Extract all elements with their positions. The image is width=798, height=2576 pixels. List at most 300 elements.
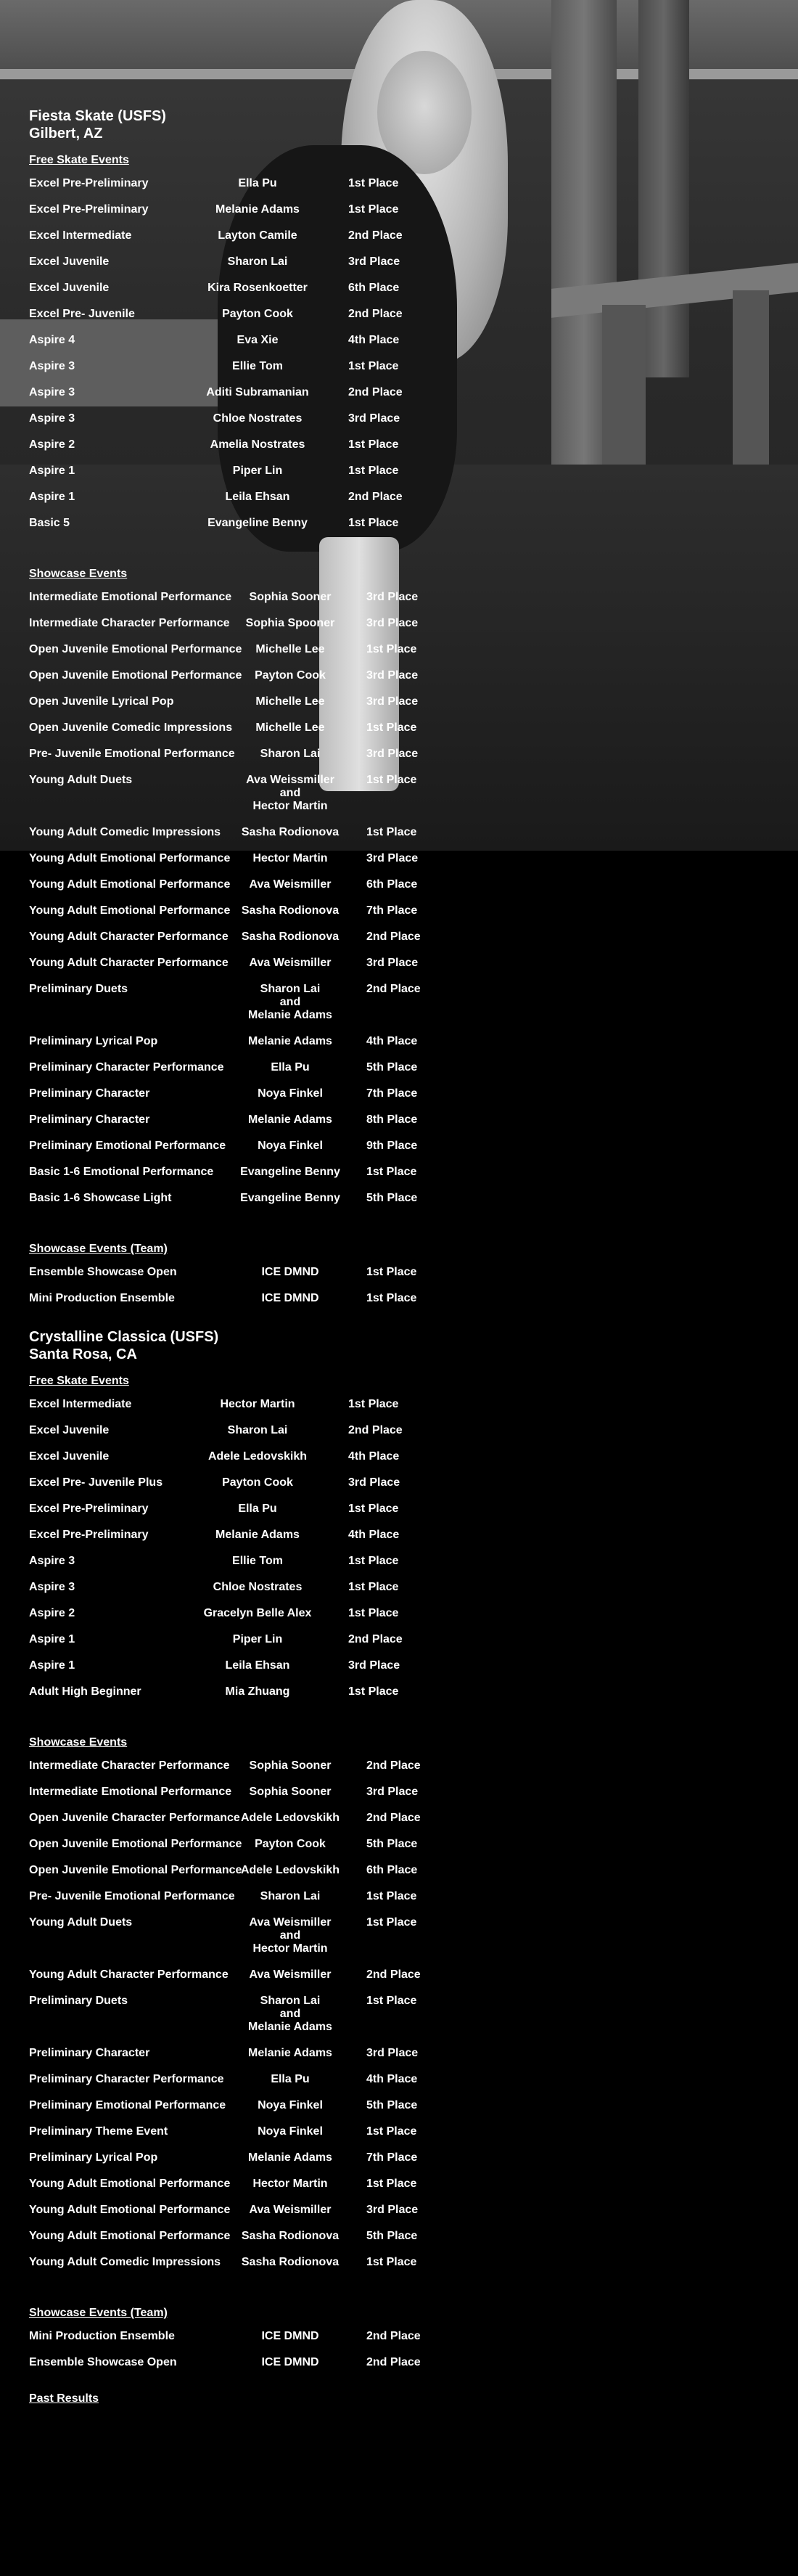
result-row — [0, 591, 798, 605]
result-row — [0, 1476, 798, 1491]
past-results-link[interactable]: Past Results — [29, 2392, 99, 2405]
skater-name — [232, 1266, 348, 1279]
skater-name-line: Ella Pu — [271, 1061, 310, 1074]
skater-name — [200, 1398, 316, 1411]
placement: 5th Place — [366, 2099, 418, 2111]
event-name: Preliminary Lyrical Pop — [29, 2151, 158, 2164]
event-name: Excel Juvenile — [29, 255, 110, 268]
result-row — [0, 1607, 798, 1622]
skater-name — [232, 1786, 348, 1799]
skater-name-line: Noya Finkel — [258, 2125, 323, 2138]
placement: 4th Place — [366, 1035, 418, 1047]
placement: 1st Place — [366, 1166, 417, 1178]
placement: 2nd Place — [348, 229, 403, 242]
placement: 1st Place — [348, 203, 399, 216]
placement: 2nd Place — [366, 1812, 421, 1824]
event-name: Young Adult Comedic Impressions — [29, 826, 221, 838]
placement: 1st Place — [348, 517, 399, 529]
result-row — [0, 2204, 798, 2218]
placement: 9th Place — [366, 1140, 418, 1152]
event-name: Young Adult Emotional Performance — [29, 904, 231, 917]
placement: 3rd Place — [366, 1786, 419, 1798]
placement: 1st Place — [366, 2256, 417, 2268]
event-name: Excel Juvenile — [29, 1424, 110, 1436]
result-row — [0, 1864, 798, 1878]
skater-name-line: Hector Martin — [220, 1398, 295, 1410]
placement: 1st Place — [348, 1555, 399, 1567]
event-name: Young Adult Emotional Performance — [29, 2178, 231, 2190]
skater-name-line: Sophia Sooner — [249, 1786, 332, 1798]
skater-name-line: Sasha Rodionova — [241, 931, 340, 943]
result-row — [0, 2125, 798, 2140]
skater-name-line: Sharon Lai — [260, 748, 321, 760]
placement: 3rd Place — [348, 255, 400, 268]
event-name: Preliminary Duets — [29, 1995, 128, 2007]
skater-name-line: Sharon Lai — [260, 1995, 321, 2007]
skater-name-line: Ava Weismiller — [249, 1968, 332, 1981]
placement: 3rd Place — [366, 748, 419, 760]
placement: 4th Place — [366, 2073, 418, 2085]
event-name: Young Adult Comedic Impressions — [29, 2256, 221, 2268]
event-name: Excel Juvenile — [29, 282, 110, 294]
result-row — [0, 177, 798, 192]
skater-name-line: Ava Weismiller — [249, 1916, 332, 1929]
event-name: Aspire 2 — [29, 1607, 75, 1619]
result-row — [0, 2230, 798, 2244]
placement: 7th Place — [366, 2151, 418, 2164]
event-name: Mini Production Ensemble — [29, 2330, 175, 2342]
placement: 4th Place — [348, 334, 400, 346]
event-name: Open Juvenile Emotional Performance — [29, 1864, 242, 1876]
event-name: Preliminary Emotional Performance — [29, 1140, 226, 1152]
result-row — [0, 412, 798, 427]
event-name: Intermediate Emotional Performance — [29, 1786, 232, 1798]
skater-name — [232, 1812, 348, 1825]
placement: 3rd Place — [366, 957, 419, 969]
event-name: Open Juvenile Emotional Performance — [29, 669, 242, 682]
event-name: Open Juvenile Lyrical Pop — [29, 695, 174, 708]
event-name: Preliminary Character — [29, 1113, 150, 1126]
skater-name-line: Ella Pu — [238, 1502, 277, 1515]
section-heading: Free Skate Events — [29, 154, 129, 166]
placement: 5th Place — [366, 1061, 418, 1074]
skater-name-line: Payton Cook — [255, 669, 326, 682]
skater-name-line: Sharon Lai — [227, 255, 288, 268]
skater-name-line: Evangeline Benny — [240, 1192, 340, 1204]
placement: 1st Place — [348, 465, 399, 477]
event-name: Intermediate Character Performance — [29, 617, 230, 629]
skater-name — [232, 1890, 348, 1903]
result-row — [0, 255, 798, 270]
skater-name-line: Melanie Adams — [215, 203, 300, 216]
skater-name-line: Adele Ledovskikh — [240, 1812, 340, 1824]
result-row — [0, 1890, 798, 1905]
skater-name-line: Michelle Lee — [255, 721, 325, 734]
result-row — [0, 282, 798, 296]
placement: 1st Place — [366, 721, 417, 734]
section-heading: Showcase Events (Team) — [29, 2307, 168, 2319]
event-name: Young Adult Character Performance — [29, 957, 229, 969]
skater-name — [232, 904, 348, 917]
skater-name — [200, 1555, 316, 1568]
event-name: Aspire 1 — [29, 1633, 75, 1645]
event-name: Preliminary Theme Event — [29, 2125, 168, 2138]
result-row — [0, 669, 798, 684]
competition-location: Santa Rosa, CA — [29, 1346, 137, 1362]
skater-name-line: and — [279, 787, 301, 799]
skater-name — [200, 1659, 316, 1672]
event-name: Pre- Juvenile Emotional Performance — [29, 748, 235, 760]
section-heading: Showcase Events — [29, 1736, 128, 1749]
skater-name-line: Aditi Subramanian — [206, 386, 309, 398]
result-row — [0, 517, 798, 531]
skater-name-line: Melanie Adams — [215, 1529, 300, 1541]
event-name: Preliminary Character Performance — [29, 2073, 224, 2085]
skater-name — [200, 282, 316, 295]
event-name: Adult High Beginner — [29, 1685, 141, 1698]
skater-name-line: Hector Martin — [252, 800, 328, 812]
event-name: Open Juvenile Comedic Impressions — [29, 721, 233, 734]
skater-name-line: Ellie Tom — [232, 360, 283, 372]
skater-name — [200, 1424, 316, 1437]
event-name: Young Adult Duets — [29, 774, 133, 786]
event-name: Aspire 4 — [29, 334, 75, 346]
skater-name-line: Melanie Adams — [248, 1009, 332, 1021]
result-row — [0, 2151, 798, 2166]
skater-name-line: and — [279, 1929, 301, 1942]
skater-name — [232, 617, 348, 630]
result-row — [0, 2356, 798, 2371]
event-name: Aspire 1 — [29, 465, 75, 477]
result-row — [0, 1812, 798, 1826]
result-row — [0, 931, 798, 945]
skater-name — [232, 695, 348, 708]
skater-name-line: Sophia Sooner — [249, 1759, 332, 1772]
placement: 1st Place — [366, 1292, 417, 1304]
skater-name — [200, 308, 316, 321]
result-row — [0, 1786, 798, 1800]
skater-name-line: Sharon Lai — [227, 1424, 288, 1436]
skater-name — [232, 1035, 348, 1048]
skater-name — [200, 1581, 316, 1594]
skater-name-line: Payton Cook — [222, 1476, 293, 1489]
placement: 2nd Place — [366, 2330, 421, 2342]
event-name: Aspire 2 — [29, 438, 75, 451]
placement: 1st Place — [348, 1607, 399, 1619]
skater-name-line: and — [279, 2008, 301, 2020]
placement: 4th Place — [348, 1450, 400, 1463]
placement: 1st Place — [348, 360, 399, 372]
skater-name-line: Gracelyn Belle Alex — [203, 1607, 312, 1619]
event-name: Intermediate Character Performance — [29, 1759, 230, 1772]
placement: 2nd Place — [348, 491, 403, 503]
skater-name-line: Payton Cook — [255, 1838, 326, 1850]
event-name: Aspire 1 — [29, 1659, 75, 1672]
skater-name-line: Sharon Lai — [260, 983, 321, 995]
skater-name-line: and — [279, 996, 301, 1008]
skater-name — [232, 2151, 348, 2164]
event-name: Excel Pre- Juvenile Plus — [29, 1476, 163, 1489]
event-name: Excel Pre- Juvenile — [29, 308, 135, 320]
skater-name — [232, 2099, 348, 2112]
section-heading: Free Skate Events — [29, 1375, 129, 1387]
event-name: Young Adult Emotional Performance — [29, 852, 231, 864]
result-row — [0, 2256, 798, 2270]
skater-name-line: Adele Ledovskikh — [207, 1450, 308, 1463]
placement: 1st Place — [348, 1398, 399, 1410]
result-row — [0, 1581, 798, 1595]
placement: 1st Place — [348, 1581, 399, 1593]
placement: 6th Place — [366, 878, 418, 891]
event-name: Young Adult Emotional Performance — [29, 878, 231, 891]
placement: 3rd Place — [348, 1476, 400, 1489]
skater-name-line: Eva Xie — [236, 334, 279, 346]
result-row — [0, 1398, 798, 1412]
placement: 1st Place — [366, 1890, 417, 1902]
result-row — [0, 438, 798, 453]
skater-name — [200, 465, 316, 478]
skater-name-line: ICE DMND — [261, 2330, 319, 2342]
skater-name — [200, 1502, 316, 1516]
placement: 2nd Place — [348, 308, 403, 320]
skater-name — [232, 669, 348, 682]
skater-name-line: Kira Rosenkoetter — [207, 282, 308, 294]
skater-name-line: Michelle Lee — [255, 695, 325, 708]
skater-name-line: ICE DMND — [261, 1292, 319, 1304]
skater-name-line: Chloe Nostrates — [213, 412, 303, 425]
skater-name — [200, 1450, 316, 1463]
skater-name — [200, 177, 316, 190]
skater-name-line: Noya Finkel — [258, 1087, 323, 1100]
skater-name — [200, 1685, 316, 1698]
skater-name-line: Piper Lin — [232, 1633, 283, 1645]
event-name: Aspire 3 — [29, 1581, 75, 1593]
result-row — [0, 1292, 798, 1307]
event-name: Young Adult Emotional Performance — [29, 2204, 231, 2216]
skater-name-line: Leila Ehsan — [225, 1659, 290, 1672]
placement: 7th Place — [366, 1087, 418, 1100]
skater-name-line: Amelia Nostrates — [210, 438, 305, 451]
skater-name — [232, 852, 348, 865]
skater-name — [232, 957, 348, 970]
event-name: Preliminary Character — [29, 2047, 150, 2059]
skater-name-line: ICE DMND — [261, 2356, 319, 2368]
result-row — [0, 1838, 798, 1852]
skater-name — [232, 2330, 348, 2343]
skater-name-line: Ella Pu — [271, 2073, 310, 2085]
event-name: Intermediate Emotional Performance — [29, 591, 232, 603]
placement: 1st Place — [366, 643, 417, 655]
event-name: Aspire 1 — [29, 491, 75, 503]
result-row — [0, 1529, 798, 1543]
skater-name — [200, 1607, 316, 1620]
skater-name — [232, 1968, 348, 1982]
section-heading: Showcase Events (Team) — [29, 1243, 168, 1255]
skater-name-line: Melanie Adams — [248, 1035, 332, 1047]
placement: 5th Place — [366, 2230, 418, 2242]
result-row — [0, 983, 798, 1021]
result-row — [0, 1916, 798, 1955]
result-row — [0, 826, 798, 841]
skater-name — [200, 255, 316, 269]
placement: 2nd Place — [366, 983, 421, 995]
skater-name-line: Michelle Lee — [255, 643, 325, 655]
result-row — [0, 1450, 798, 1465]
placement: 1st Place — [348, 438, 399, 451]
result-row — [0, 1087, 798, 1102]
skater-name — [200, 438, 316, 451]
skater-name — [232, 2073, 348, 2086]
placement: 3rd Place — [366, 669, 419, 682]
event-name: Young Adult Emotional Performance — [29, 2230, 231, 2242]
skater-name-line: Adele Ledovskikh — [240, 1864, 340, 1876]
skater-name — [232, 1140, 348, 1153]
event-name: Excel Pre-Preliminary — [29, 1529, 149, 1541]
skater-name-line: Ava Weismiller — [249, 957, 332, 969]
placement: 1st Place — [348, 1502, 399, 1515]
skater-name — [232, 826, 348, 839]
result-row — [0, 1968, 798, 1983]
placement: 1st Place — [348, 177, 399, 189]
event-name: Ensemble Showcase Open — [29, 2356, 177, 2368]
skater-name — [232, 2256, 348, 2269]
placement: 1st Place — [366, 2178, 417, 2190]
event-name: Pre- Juvenile Emotional Performance — [29, 1890, 235, 1902]
result-row — [0, 957, 798, 971]
skater-name — [232, 2125, 348, 2138]
skater-name-line: Ellie Tom — [232, 1555, 283, 1567]
placement: 2nd Place — [348, 1633, 403, 1645]
section-heading: Showcase Events — [29, 568, 128, 580]
skater-name-line: ICE DMND — [261, 1266, 319, 1278]
skater-name — [200, 412, 316, 425]
placement: 3rd Place — [366, 2047, 419, 2059]
placement: 3rd Place — [366, 617, 419, 629]
skater-name — [232, 1916, 348, 1955]
skater-name-line: Melanie Adams — [248, 1113, 332, 1126]
skater-name — [200, 1476, 316, 1489]
event-name: Excel Pre-Preliminary — [29, 177, 149, 189]
result-row — [0, 308, 798, 322]
event-name: Excel Pre-Preliminary — [29, 1502, 149, 1515]
result-row — [0, 721, 798, 736]
event-name: Young Adult Character Performance — [29, 931, 229, 943]
skater-name-line: Ella Pu — [238, 177, 277, 189]
event-name: Young Adult Duets — [29, 1916, 133, 1929]
result-row — [0, 617, 798, 631]
placement: 2nd Place — [366, 1968, 421, 1981]
result-row — [0, 1502, 798, 1517]
skater-name-line: Sophia Spooner — [245, 617, 335, 629]
result-row — [0, 229, 798, 244]
skater-name-line: Hector Martin — [252, 2178, 328, 2190]
skater-name — [232, 1292, 348, 1305]
placement: 2nd Place — [366, 1759, 421, 1772]
result-row — [0, 1633, 798, 1648]
skater-name-line: Ava Weismiller — [249, 2204, 332, 2216]
placement: 8th Place — [366, 1113, 418, 1126]
skater-name-line: Layton Camile — [218, 229, 297, 242]
placement: 1st Place — [348, 1685, 399, 1698]
skater-name — [232, 2204, 348, 2217]
result-row — [0, 852, 798, 867]
skater-name — [232, 2356, 348, 2369]
event-name: Preliminary Lyrical Pop — [29, 1035, 158, 1047]
skater-name-line: Sasha Rodionova — [241, 2230, 340, 2242]
skater-name — [232, 1864, 348, 1877]
result-row — [0, 1995, 798, 2033]
skater-name-line: Ava Weismiller — [249, 878, 332, 891]
result-row — [0, 491, 798, 505]
event-name: Aspire 3 — [29, 386, 75, 398]
competition-name: Fiesta Skate (USFS) — [29, 108, 166, 124]
placement: 1st Place — [366, 1916, 417, 1929]
placement: 1st Place — [366, 826, 417, 838]
placement: 3rd Place — [348, 412, 400, 425]
skater-name-line: Noya Finkel — [258, 2099, 323, 2111]
event-name: Aspire 3 — [29, 360, 75, 372]
skater-name — [200, 360, 316, 373]
result-row — [0, 2330, 798, 2344]
skater-name — [232, 1838, 348, 1851]
skater-name — [200, 1529, 316, 1542]
competition-location: Gilbert, AZ — [29, 126, 103, 142]
placement: 1st Place — [366, 1995, 417, 2007]
skater-name — [232, 2230, 348, 2243]
result-row — [0, 360, 798, 375]
result-row — [0, 2099, 798, 2114]
result-row — [0, 774, 798, 812]
placement: 5th Place — [366, 1192, 418, 1204]
placement: 3rd Place — [366, 591, 419, 603]
result-row — [0, 203, 798, 218]
result-row — [0, 643, 798, 658]
placement: 4th Place — [348, 1529, 400, 1541]
result-row — [0, 1266, 798, 1280]
placement: 2nd Place — [348, 1424, 403, 1436]
skater-name — [232, 748, 348, 761]
event-name: Basic 5 — [29, 517, 70, 529]
result-row — [0, 1061, 798, 1076]
skater-name-line: Sasha Rodionova — [241, 826, 340, 838]
skater-name — [232, 2178, 348, 2191]
result-row — [0, 748, 798, 762]
event-name: Open Juvenile Emotional Performance — [29, 1838, 242, 1850]
skater-name-line: Evangeline Benny — [207, 517, 308, 529]
skater-name-line: Melanie Adams — [248, 2151, 332, 2164]
skater-name — [232, 878, 348, 891]
skater-name — [200, 491, 316, 504]
skater-name-line: Hector Martin — [252, 1942, 328, 1955]
placement: 7th Place — [366, 904, 418, 917]
event-name: Excel Intermediate — [29, 229, 132, 242]
result-row — [0, 1166, 798, 1180]
event-name: Mini Production Ensemble — [29, 1292, 175, 1304]
skater-name-line: Noya Finkel — [258, 1140, 323, 1152]
skater-name — [232, 1166, 348, 1179]
skater-name-line: Leila Ehsan — [225, 491, 290, 503]
event-name: Excel Pre-Preliminary — [29, 203, 149, 216]
result-row — [0, 1685, 798, 1700]
result-row — [0, 465, 798, 479]
skater-name-line: Ava Weissmiller — [246, 774, 334, 786]
skater-name — [232, 1087, 348, 1100]
skater-name — [232, 1113, 348, 1127]
skater-name — [200, 229, 316, 242]
skater-name — [200, 334, 316, 347]
skater-name — [232, 1995, 348, 2034]
placement: 3rd Place — [366, 695, 419, 708]
